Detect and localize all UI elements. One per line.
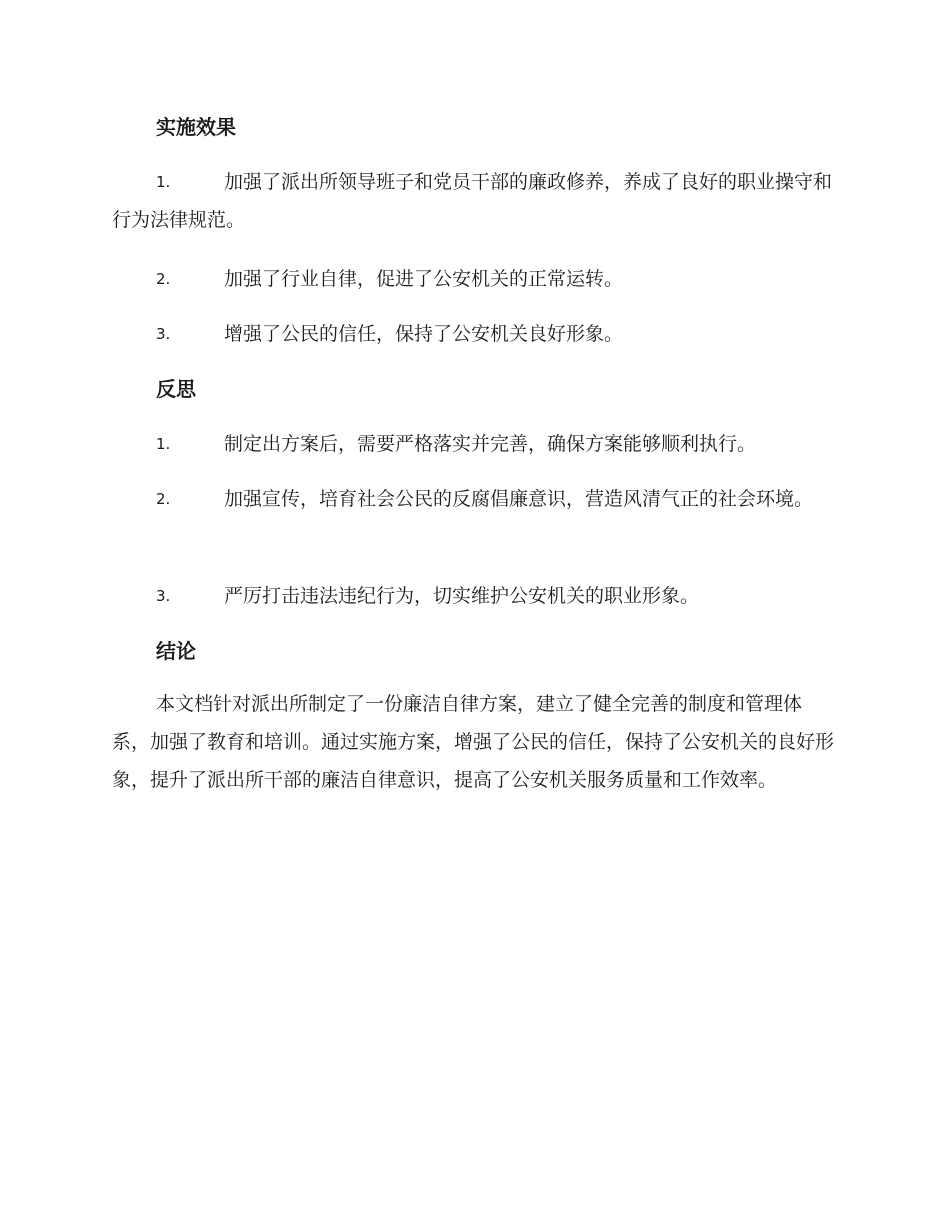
list-item-text: 增强了公民的信任，保持了公安机关良好形象。 (224, 323, 624, 345)
list-item (112, 425, 834, 463)
list-item-text: 加强了行业自律，促进了公安机关的正常运转。 (224, 268, 624, 290)
section-heading-reflection: 反思 (156, 377, 196, 401)
list-item-text: 制定出方案后，需要严格落实并完善，确保方案能够顺利执行。 (224, 433, 757, 455)
list-item-number: 3. (156, 587, 171, 605)
list-item-number: 1. (156, 435, 171, 453)
section-heading-conclusion: 结论 (156, 639, 196, 663)
list-item-number: 2. (156, 490, 171, 508)
list-item (112, 577, 834, 615)
list-item-number: 3. (156, 325, 171, 343)
list-item-number: 2. (156, 270, 171, 288)
section-heading-effects: 实施效果 (156, 115, 236, 139)
conclusion-paragraph: 本文档针对派出所制定了一份廉洁自律方案，建立了健全完善的制度和管理体系，加强了教育和培训。通过实施方案，增强了公民的信任，保持了公安机关的良好形象，提升了派出所干部的廉洁自律意识，提高了公安机关服务质量和工作效率。 (112, 693, 835, 791)
list-item-text: 加强了派出所领导班子和党员干部的廉政修养，养成了良好的职业操守和行为法律规范。 (112, 171, 833, 231)
list-item (112, 315, 834, 353)
list-item-text: 严厉打击违法违纪行为，切实维护公安机关的职业形象。 (224, 585, 700, 607)
list-item (112, 480, 834, 518)
list-item (112, 163, 834, 239)
list-item-number: 1. (156, 173, 171, 191)
list-item-text: 加强宣传，培育社会公民的反腐倡廉意识，营造风清气正的社会环境。 (224, 488, 814, 510)
list-item (112, 260, 834, 298)
